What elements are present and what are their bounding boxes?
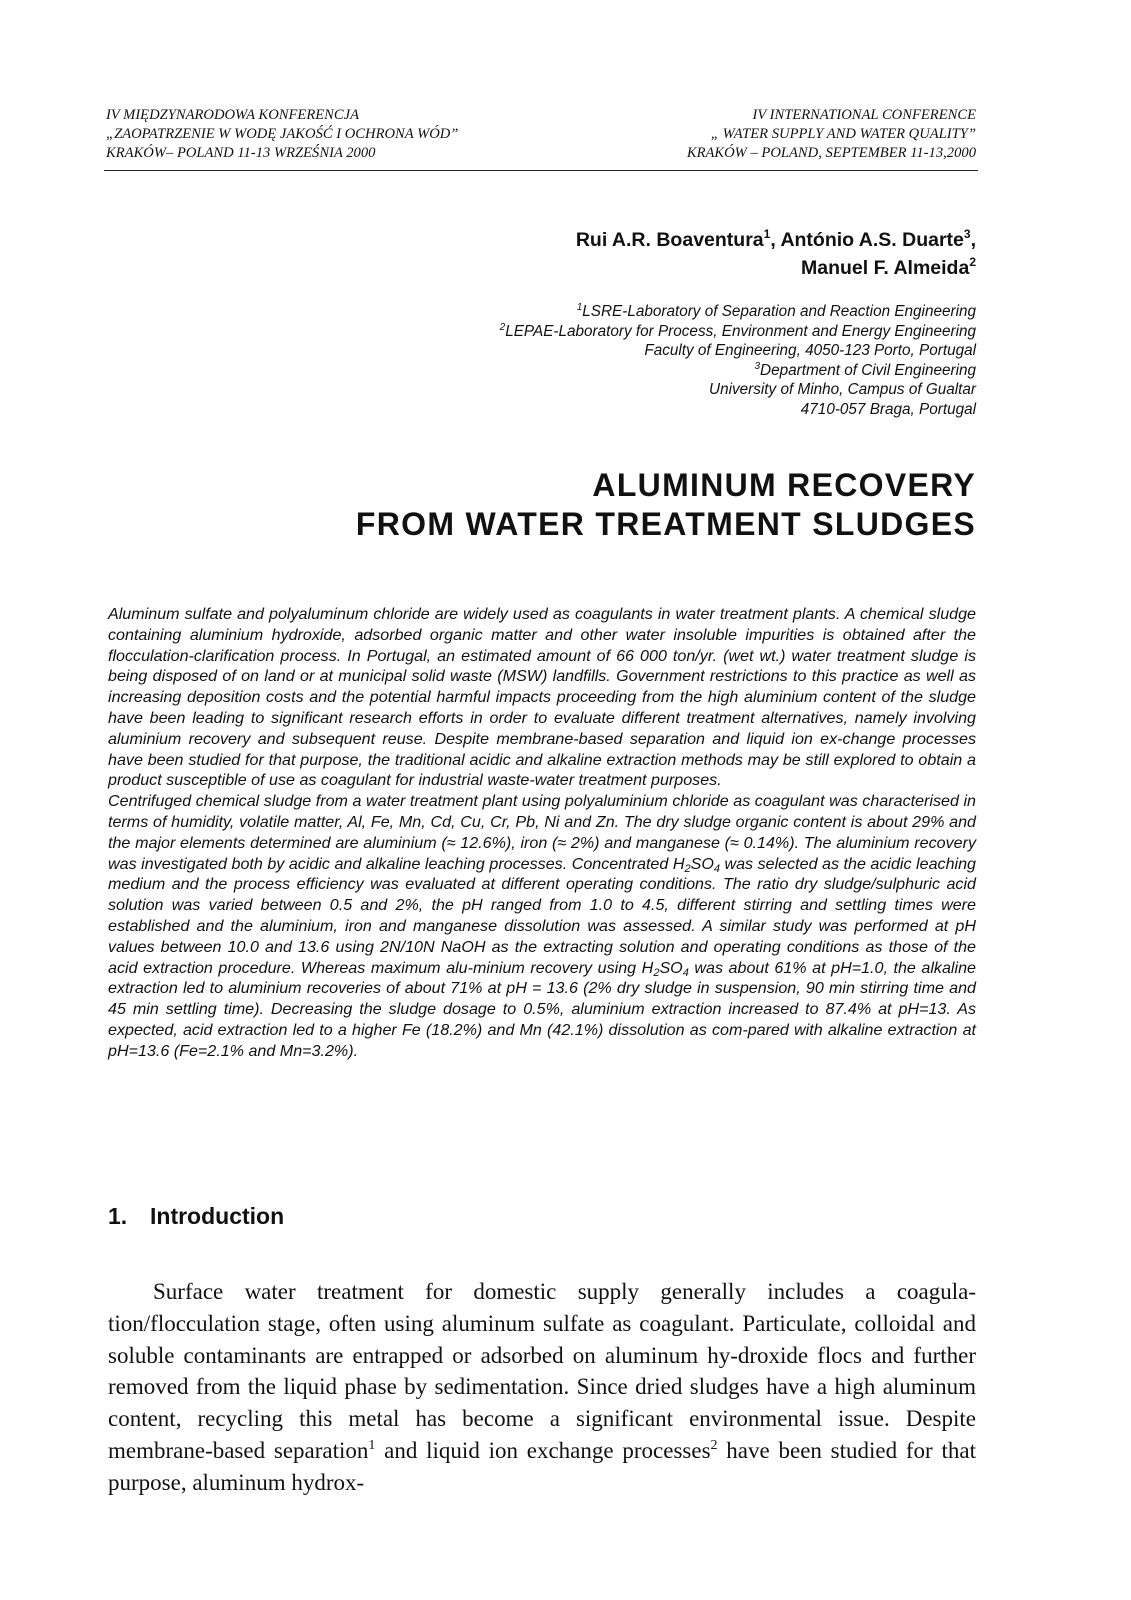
author-separator: , (970, 229, 976, 251)
body-paragraph (108, 1276, 976, 1499)
abstract-text: Centrifuged chemical sludge from a water treatment plant using polyaluminium chloride as coagulant was characterised in terms of humidity, volatile matter, Al, Fe, Mn, Cd, Cu, Cr, Pb, Ni and Zn. The dry sludge organic content is about 29% and the major elements determined are aluminium (≈ 12.6%), iron (≈ 2%) and manganese (≈ 0.14%). The aluminium recovery was investigated both by acidic and alkaline leaching processes. Concentrated H (108, 792, 976, 873)
affiliation-text: Department of Civil Engineering (760, 361, 976, 379)
abstract-paragraph (108, 791, 976, 1061)
body-text: and liquid ion exchange processes (375, 1437, 711, 1463)
paper-title (356, 466, 976, 544)
affiliation-marker: 1 (576, 302, 583, 313)
section-heading (108, 1202, 284, 1230)
author-line (576, 226, 976, 254)
reference-marker: 1 (368, 1437, 376, 1453)
section-number: 1. (108, 1203, 128, 1229)
formula-text: SO (690, 854, 714, 873)
running-header-polish (106, 106, 576, 163)
affiliation-marker: 2 (499, 321, 506, 333)
affiliation-text: LEPAE-Laboratory for Process, Environment and Energy Engineering (505, 322, 976, 340)
subscript: 2 (684, 862, 691, 875)
affiliation-line (500, 322, 976, 342)
header-line: IV INTERNATIONAL CONFERENCE (752, 107, 976, 123)
running-header-english (546, 106, 976, 163)
body-text: have been studied for that purpose, aluminum hydrox- (108, 1437, 976, 1495)
formula-text: SO (659, 958, 683, 977)
affiliation-marker: 2 (969, 255, 976, 269)
author-name: Manuel F. Almeida (801, 257, 970, 279)
affiliation-marker: 3 (754, 360, 761, 372)
affiliation-line (500, 302, 976, 322)
reference-marker: 2 (710, 1437, 718, 1453)
subscript: 2 (653, 966, 660, 979)
subscript: 4 (713, 862, 720, 875)
body-text: Surface water treatment for domestic supply generally includes a coagula-tion/flocculation stage, often using aluminum sulfate as coagulant. Particulate, colloidal and soluble contaminants are entrapped or adsorbed on aluminum hy-droxide flocs and further removed from the liquid phase by sedimentation. Since dried sludges have a high aluminum content, recycling this metal has become a significant environmental issue. Despite membrane-based separation (108, 1279, 976, 1463)
affiliation-marker: 3 (963, 227, 971, 241)
author-name: Rui A.R. Boaventura (575, 229, 764, 251)
affiliation-text: LSRE-Laboratory of Separation and Reaction Engineering (582, 303, 976, 320)
author-line (576, 254, 976, 282)
section-title: Introduction (150, 1203, 285, 1229)
affiliation-marker: 1 (763, 227, 771, 241)
header-line: KRAKÓW– POLAND 11-13 WRZEŚNIA 2000 (106, 145, 376, 161)
affiliation-line: Faculty of Engineering, 4050-123 Porto, Portugal (644, 342, 976, 360)
header-line: KRAKÓW – POLAND, SEPTEMBER 11-13,2000 (686, 145, 976, 161)
affiliation-line (500, 361, 976, 381)
affiliation-line: 4710-057 Braga, Portugal (800, 400, 976, 418)
subscript: 4 (682, 966, 689, 979)
header-line: „ZAOPATRZENIE W WODĘ JAKOŚĆ I OCHRONA WÓD” (106, 126, 459, 142)
header-line: „ WATER SUPPLY AND WATER QUALITY” (710, 126, 976, 142)
header-divider (104, 170, 978, 171)
abstract-text: was selected as the acidic leaching medium and the process efficiency was evaluated at different operating conditions. The ratio dry sludge/sulphuric acid solution was varied between 0.5 and 2%, the pH ranged from 1.0 to 4.5, different stirring and settling times were established and the aluminium, iron and manganese dissolution was assessed. A similar study was performed at pH values between 10.0 and 13.6 using 2N/10N NaOH as the extracting solution and operating conditions as those of the acid extraction procedure. Whereas maximum alu-minium recovery using H (108, 854, 977, 977)
abstract (108, 604, 976, 1062)
title-line: FROM WATER TREATMENT SLUDGES (355, 506, 976, 542)
abstract-paragraph: Aluminum sulfate and polyaluminum chloride are widely used as coagulants in water treatment plants. A chemical sludge containing aluminium hydroxide, adsorbed organic matter and other water insoluble impurities is obtained after the flocculation-clarification process. In Portugal, an estimated amount of 66 000 ton/yr. (wet wt.) water treatment sludge is being disposed of on land or at municipal solid waste (MSW) landfills. Government restrictions to this practice as well as increasing deposition costs and the potential harmful impacts proceeding from the high aluminium content of the sludge have been leading to significant research efforts in order to evaluate different treatment alternatives, namely involving aluminium recovery and subsequent reuse. Despite membrane-based separation and liquid ion ex-change processes have been studied for that purpose, the traditional acidic and alkaline extraction methods may be still explored to obtain a product susceptible of use as coagulant for industrial waste-water treatment purposes. (108, 605, 976, 790)
abstract-text: was about 61% at pH=1.0, the alkaline extraction led to aluminium recoveries of about 71% at pH = 13.6 (2% dry sludge in suspension, 90 min stirring time and 45 min settling time). Decreasing the sludge dosage to 0.5%, aluminium extraction increased to 87.4% at pH=13. As expected, acid extraction led to a higher Fe (18.2%) and Mn (42.1%) dissolution as com-pared with alkaline extraction at pH=13.6 (Fe=2.1% and Mn=3.2%). (108, 958, 976, 1060)
author-name: , António A.S. Duarte (770, 229, 964, 251)
affiliation-block (500, 302, 976, 420)
header-line: IV MIĘDZYNARODOWA KONFERENCJA (106, 107, 360, 123)
affiliation-line: University of Minho, Campus of Gualtar (709, 381, 976, 399)
author-list (576, 226, 976, 282)
title-line: ALUMINUM RECOVERY (592, 467, 976, 503)
